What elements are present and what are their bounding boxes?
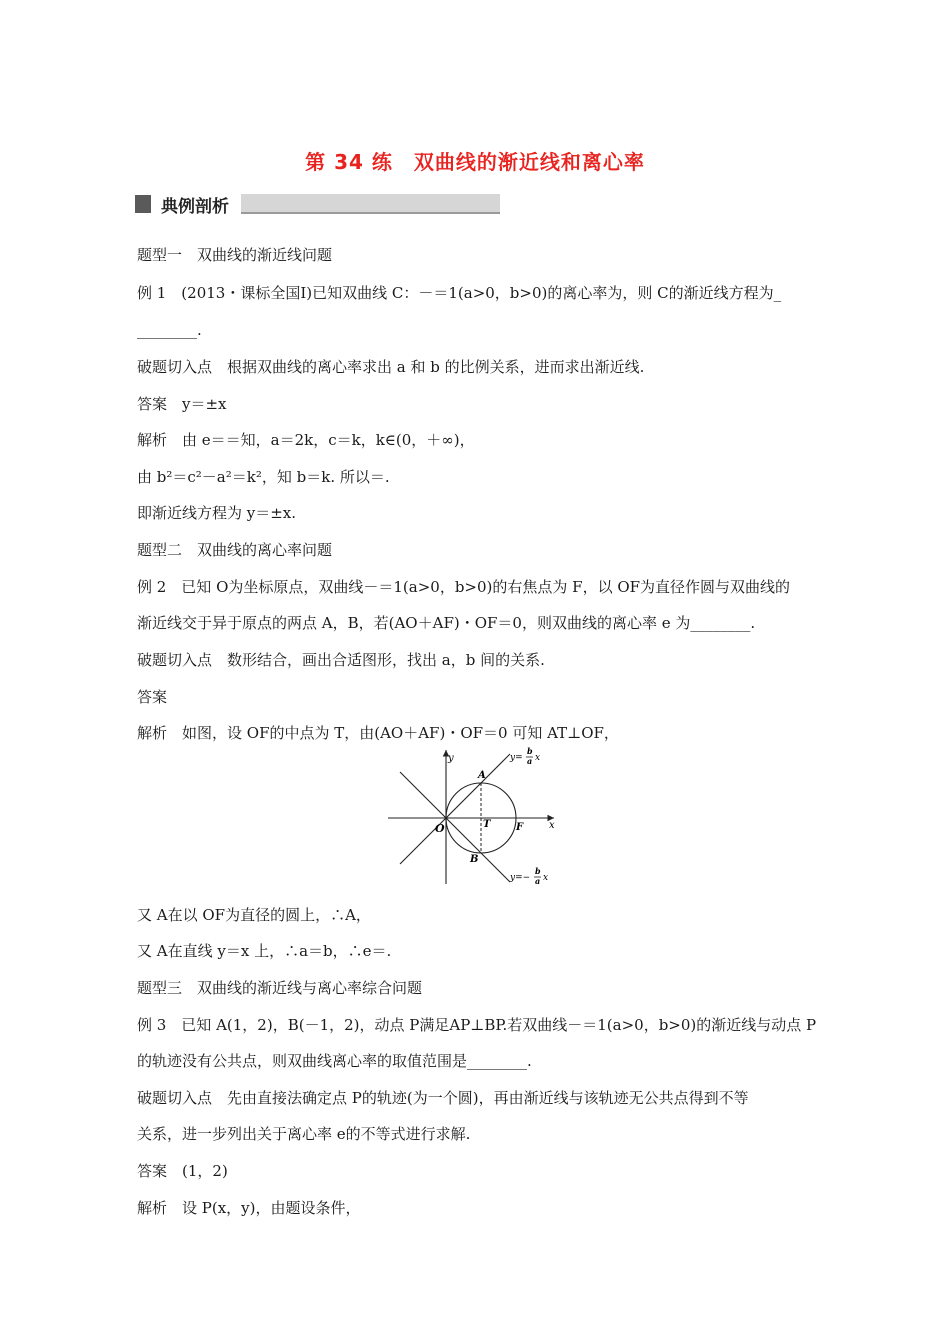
label-A: A — [478, 770, 486, 781]
asymptote-upper — [400, 754, 510, 864]
type-one-heading: 题型一 双曲线的渐近线问题 — [137, 246, 333, 264]
frac-den-lower: a — [535, 876, 541, 886]
frac-num-upper: b — [527, 746, 533, 756]
label-F: F — [516, 822, 524, 833]
label-B: B — [470, 854, 479, 865]
section-label: 典例剖析 — [161, 196, 229, 217]
example-2-solution-2: 又 A在以 OF为直径的圆上，∴A， — [137, 906, 371, 924]
example-3-question-2: 的轨迹没有公共点，则双曲线离心率的取值范围是________. — [137, 1052, 532, 1070]
example-2-answer: 答案 — [137, 688, 168, 706]
example-1-question: 例 1 (2013・课标全国Ⅰ)已知双曲线 C：－＝1(a>0，b>0)的离心率为，则 C的渐近线方程为_ — [137, 284, 782, 302]
label-y: y — [448, 753, 454, 764]
asymptote-lower — [400, 772, 510, 882]
example-3-answer: 答案 (1，2) — [137, 1162, 228, 1180]
example-2-approach: 破题切入点 数形结合，画出合适图形，找出 a，b 间的关系. — [137, 651, 545, 669]
frac-num-lower: b — [535, 866, 541, 876]
asym-var-upper: x — [535, 753, 541, 763]
example-1-approach: 破题切入点 根据双曲线的离心率求出 a 和 b 的比例关系，进而求出渐近线. — [137, 358, 645, 376]
label-x: x — [549, 820, 555, 831]
section-header — [135, 193, 500, 215]
asymptote-upper-label: y= — [510, 753, 523, 763]
type-three-heading: 题型三 双曲线的渐近线与离心率综合问题 — [137, 979, 423, 997]
section-bar — [241, 194, 500, 214]
asym-var-lower: x — [543, 873, 549, 883]
section-square-icon — [135, 195, 151, 213]
hyperbola-figure — [388, 746, 568, 886]
example-3-solution-1: 解析 设 P(x，y)，由题设条件， — [137, 1199, 361, 1217]
example-2-solution-3: 又 A在直线 y＝x 上，∴a＝b，∴e＝. — [137, 942, 392, 960]
label-O: O — [435, 822, 445, 835]
example-3-approach-1: 破题切入点 先由直接法确定点 P的轨迹(为一个圆)，再由渐近线与该轨迹无公共点得到不等 — [137, 1089, 749, 1107]
example-2-solution-1: 解析 如图，设 OF的中点为 T，由(AO＋AF)・OF＝0 可知 AT⊥OF， — [137, 724, 619, 742]
asymptote-lower-label: y=− — [510, 873, 531, 883]
example-3-question-1: 例 3 已知 A(1，2)，B(－1，2)，动点 P满足AP⊥BP.若双曲线－＝1(a>0，b>0)的渐近线与动点 P — [137, 1016, 817, 1034]
example-1-solution-3: 即渐近线方程为 y＝±x. — [137, 504, 297, 522]
example-1-answer: 答案 y＝±x — [137, 395, 227, 413]
label-T: T — [483, 819, 491, 830]
example-1-solution-2: 由 b²＝c²－a²＝k²，知 b＝k. 所以＝. — [137, 468, 390, 486]
example-1-solution-1: 解析 由 e＝＝知，a＝2k，c＝k，k∈(0，＋∞)， — [137, 431, 475, 449]
example-3-approach-2: 关系，进一步列出关于离心率 e的不等式进行求解. — [137, 1125, 471, 1143]
type-two-heading: 题型二 双曲线的离心率问题 — [137, 541, 333, 559]
page-title: 第 34 练 双曲线的渐近线和离心率 — [305, 150, 645, 174]
example-1-blank: ________. — [137, 321, 202, 339]
example-2-question-1: 例 2 已知 O为坐标原点，双曲线－＝1(a>0，b>0)的右焦点为 F，以 OF为直径作圆与双曲线的 — [137, 578, 791, 596]
frac-den-upper: a — [527, 756, 533, 766]
example-2-question-2: 渐近线交于异于原点的两点 A，B，若(AO＋AF)・OF＝0，则双曲线的离心率 e 为________. — [137, 614, 756, 632]
